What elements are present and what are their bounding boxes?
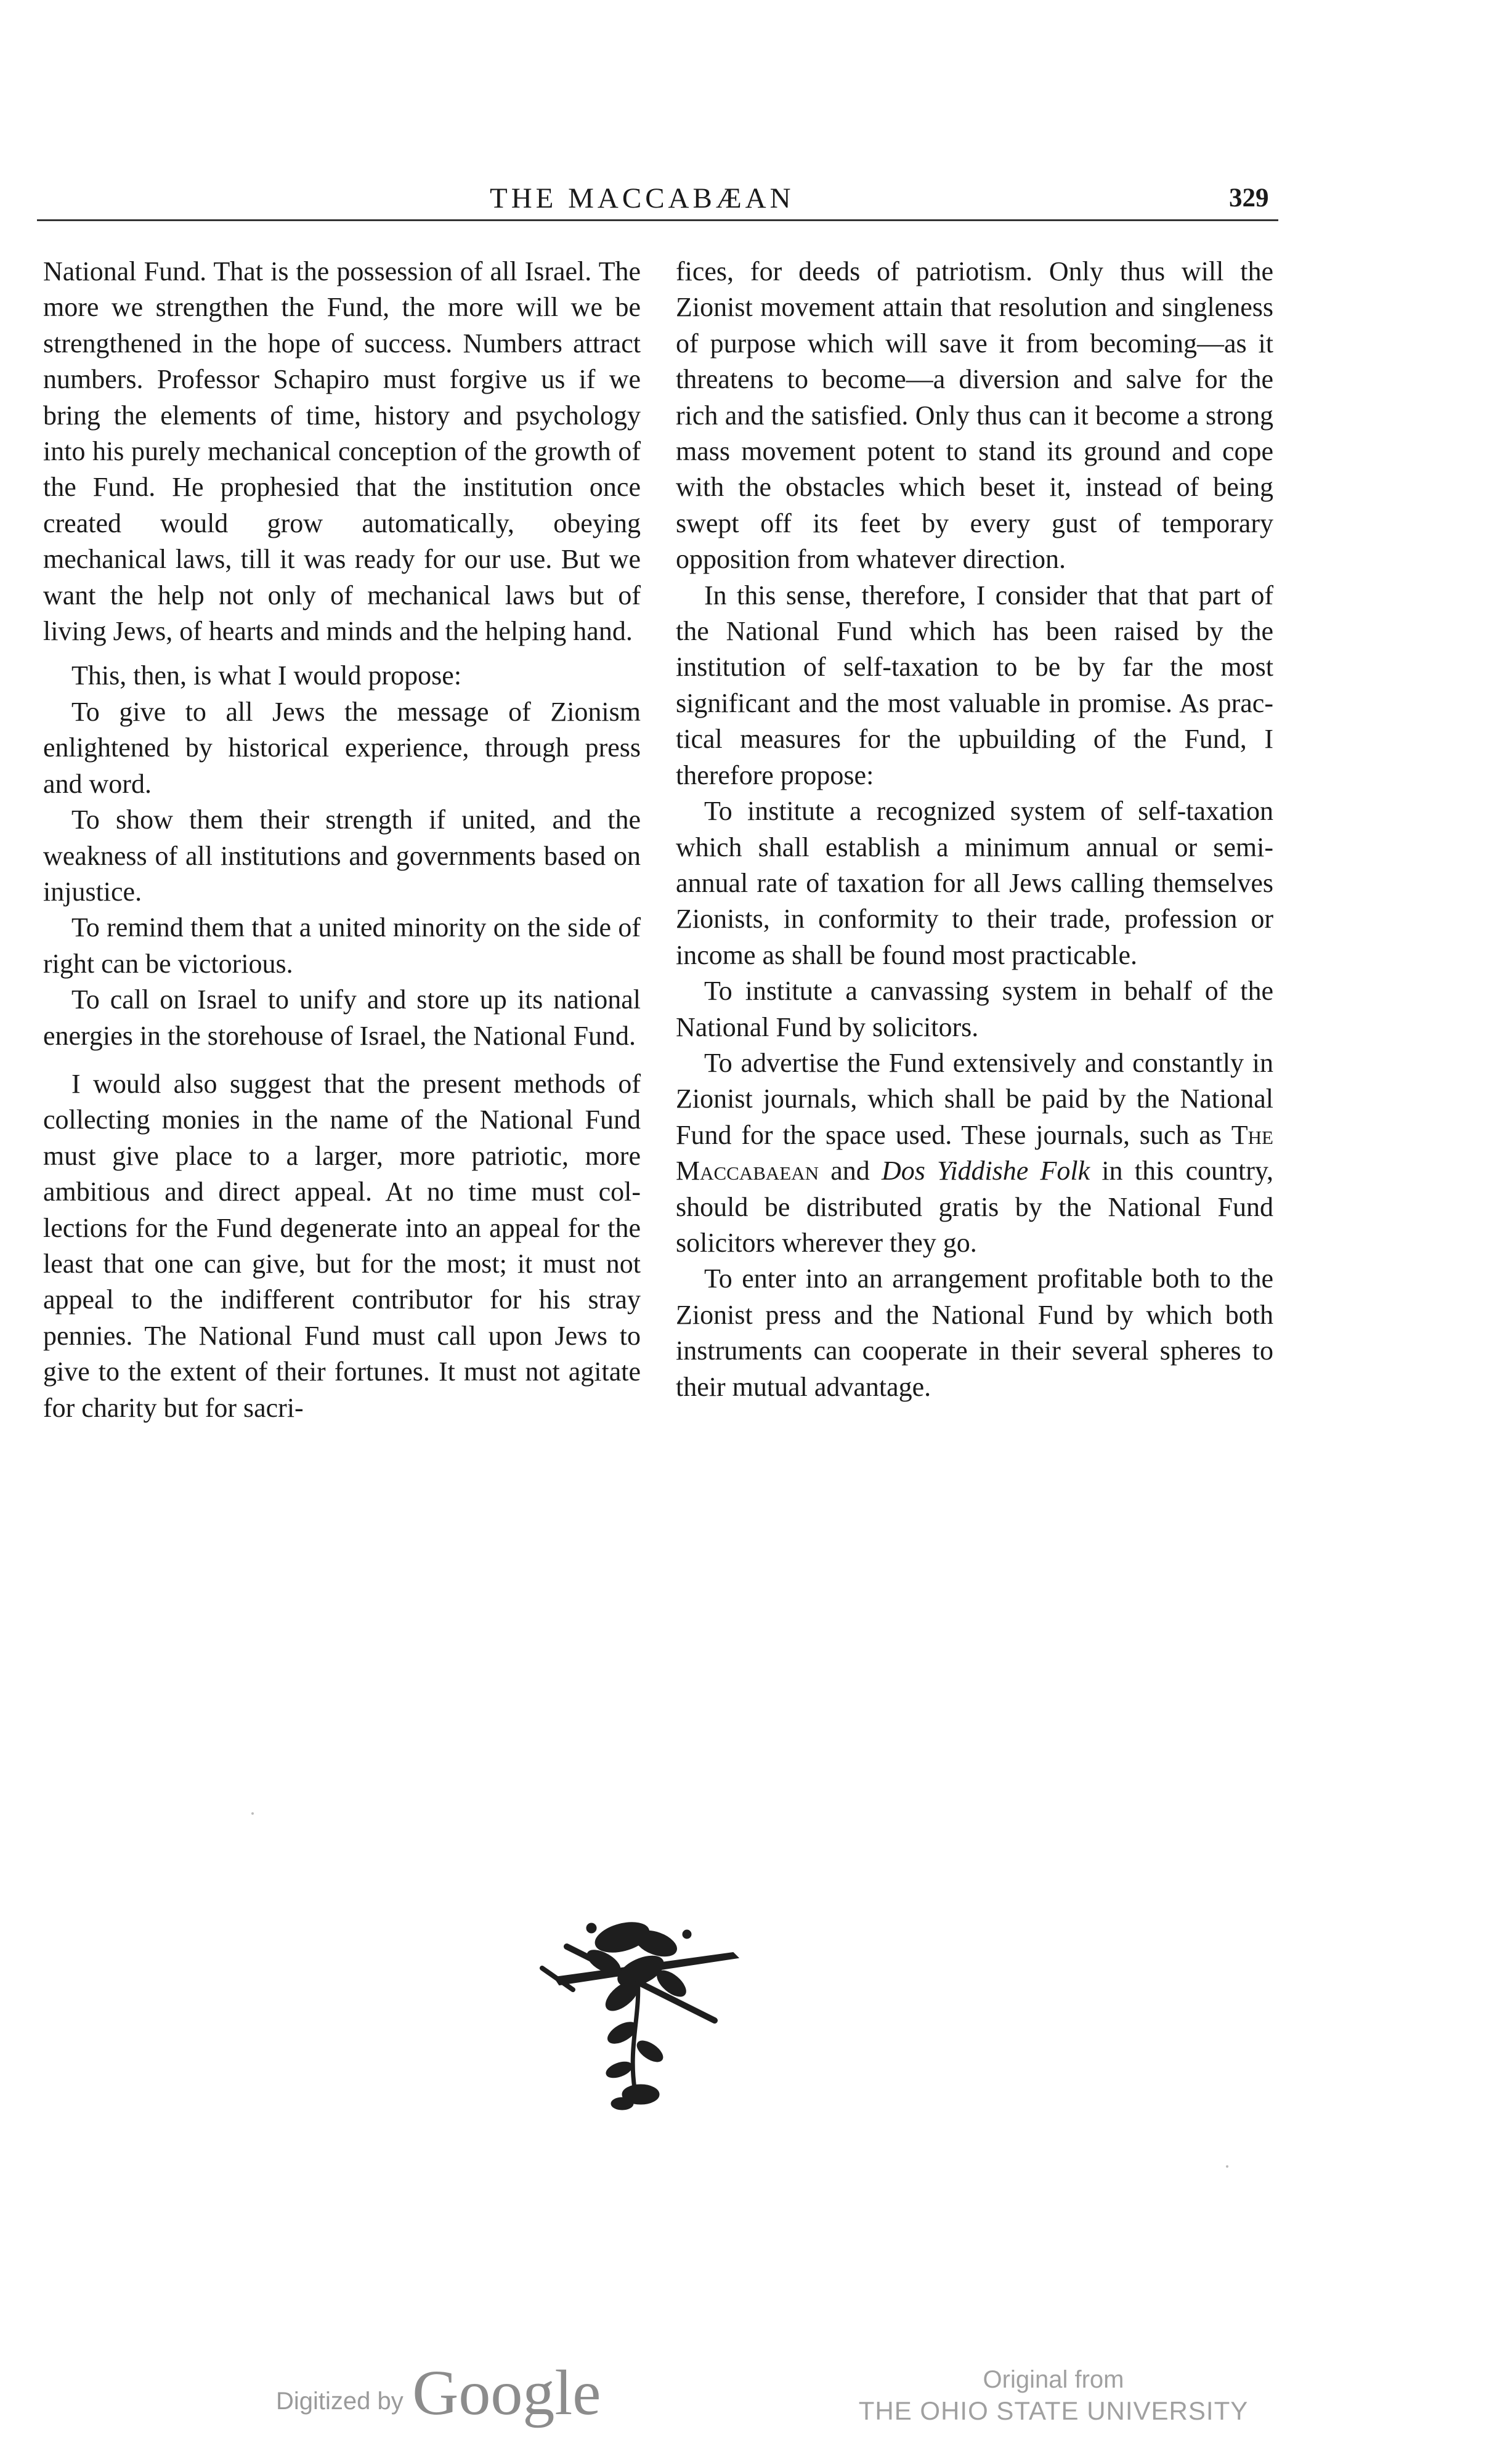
right-column bbox=[676, 254, 1273, 1405]
paragraph: To show them their strength if united, and the weakness of all institutions and governments based on injustice. bbox=[43, 804, 641, 907]
google-logo: Google bbox=[412, 2357, 601, 2428]
paragraph-text: To advertise the Fund extensively and constantly in Zionist journals, which shall be paid by the National Fund for the space used. These journals, such as bbox=[676, 1047, 1273, 1150]
journal-title: The Maccabaean bbox=[676, 1119, 1273, 1186]
paragraph: To call on Israel to unify and store up its national energies in the storehouse of Israel, the National Fund. bbox=[43, 984, 641, 1051]
university-name: THE OHIO STATE UNIVERSITY bbox=[858, 2396, 1249, 2425]
page-number: 329 bbox=[1229, 184, 1269, 213]
running-title: THE MACCABÆAN bbox=[490, 182, 795, 214]
paragraph: National Fund. That is the possession of all Israel. The more we strengthen the Fund, the more will we be strengthened in the hope of success. Numbers attract numbers. Professor Schapiro must forgive us if we bring the elements of time, history and psychology into his purely mechanical conception of the growth of the Fund. He prophesied that the institution once created would grow automatically, obeying mechanical laws, till it was ready for our use. But we want the help not only of mechanical laws but of living Jews, of hearts and minds and the helping hand. bbox=[43, 256, 641, 647]
digitized-by-label: Digitized by bbox=[276, 2388, 404, 2415]
paragraph: fices, for deeds of patriotism. Only thus will the Zionist movement attain that resolution and singleness of purpose which will save it from becoming—as it threatens to become—a diversion and salve for the rich and the satisfied. Only thus can it become a strong mass movement potent to stand its ground and cope with the obstacles which beset it, instead of being swept off its feet by every gust of temporary opposition from whatever direction. bbox=[676, 256, 1273, 575]
paragraph: To give to all Jews the message of Zionism enlightened by historical experience, through press and word. bbox=[43, 696, 641, 799]
paragraph: To institute a recognized system of self-taxation which shall establish a minimum annual or semi-annual rate of taxation for all Jews calling themselves Zionists, in conformity to their trade, profession or income as shall be found most practicable. bbox=[676, 796, 1273, 970]
paragraph bbox=[676, 1045, 1273, 1261]
journal-title: Dos Yiddishe Folk bbox=[881, 1156, 1090, 1186]
running-header bbox=[0, 180, 1497, 217]
paragraph-text: in this country, should be distributed gratis by the National Fund solicitors wherever they go. bbox=[676, 1156, 1274, 1258]
paragraph-text: and bbox=[830, 1156, 870, 1186]
paragraph: I would also suggest that the present methods of collecting monies in the name of the National Fund must give place to a larger, more patriotic, more ambitious and direct appeal. At no time must collections for the Fund degenerate into an appeal for the least that one can give, but for the most; it must not appeal to the indifferent contributor for his stray pennies. The National Fund must call upon Jews to give to the extent of their fortunes. It must not agitate for charity but for sacri- bbox=[43, 1068, 641, 1423]
paragraph: This, then, is what I would propose: bbox=[71, 660, 462, 691]
original-from-label: Original from bbox=[983, 2366, 1124, 2393]
paragraph: To remind them that a united minority on the side of right can be victorious. bbox=[43, 912, 641, 979]
left-column bbox=[43, 254, 641, 1426]
print-speck bbox=[251, 1812, 254, 1815]
header-rule bbox=[37, 219, 1278, 221]
floral-ornament-icon bbox=[530, 1910, 764, 2113]
paragraph: To enter into an arrangement profitable both to the Zionist press and the National Fund by which both instruments can cooperate in their several spheres to their mutual advantage. bbox=[676, 1263, 1273, 1402]
original-from bbox=[850, 2364, 1257, 2427]
paragraph: To institute a canvassing system in behalf of the National Fund by solicitors. bbox=[676, 976, 1273, 1042]
digitized-by-google bbox=[276, 2356, 601, 2430]
paragraph: In this sense, therefore, I consider that that part of the National Fund which has been raised by the institution of self-taxation to be by far the most significant and the most valuable in promise. As practical measures for the upbuilding of the Fund, I therefore propose: bbox=[676, 580, 1273, 790]
print-speck bbox=[1226, 2165, 1228, 2168]
